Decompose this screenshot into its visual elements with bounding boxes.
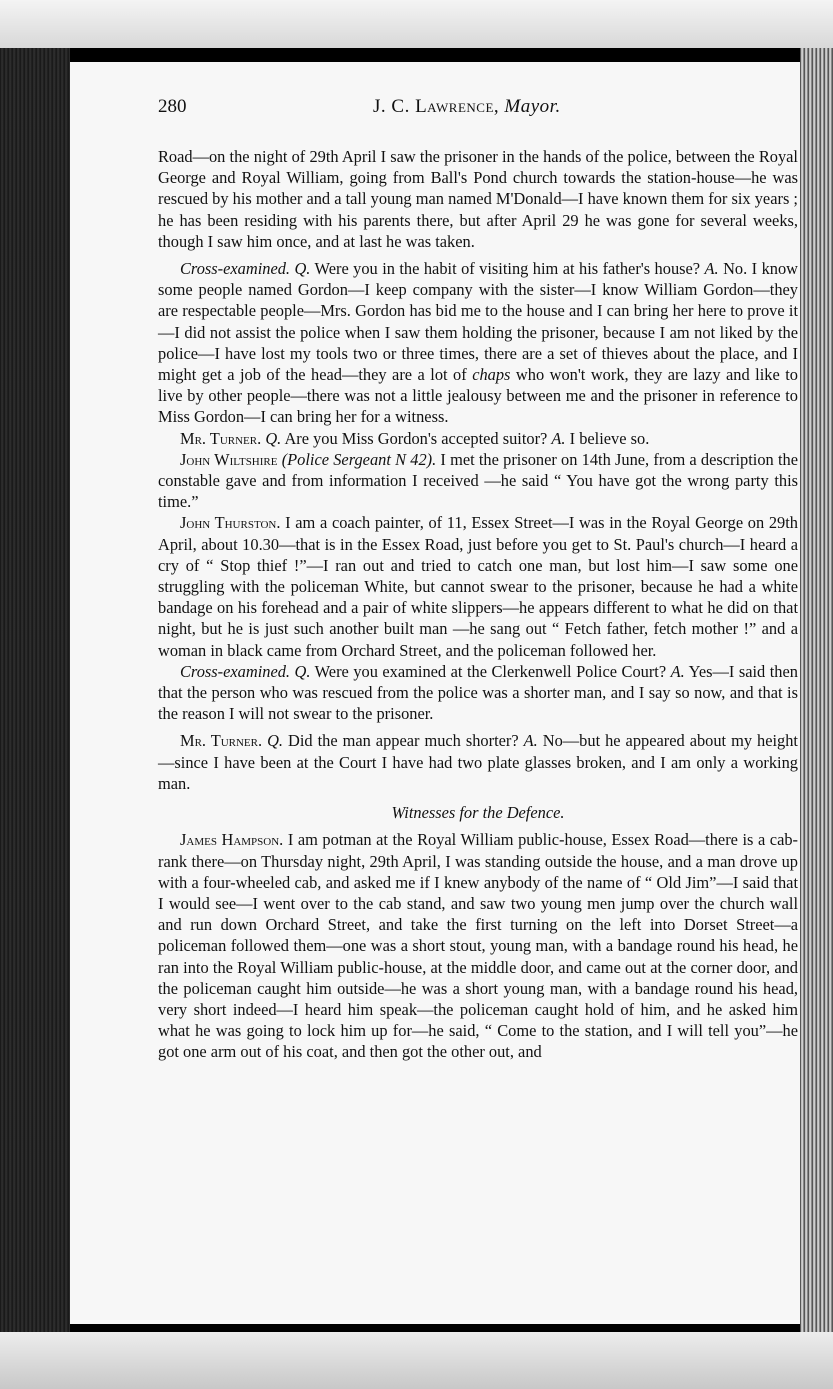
running-title-office: Mayor. bbox=[504, 96, 561, 117]
section-heading: Witnesses for the Defence. bbox=[391, 803, 565, 823]
question-marker: Q. bbox=[265, 428, 282, 448]
speaker-name: Mr. Turner. bbox=[180, 428, 262, 448]
answer-marker: A. bbox=[670, 661, 685, 681]
page-number: 280 bbox=[158, 96, 187, 117]
testimony-text: I am a coach painter, of 11, Essex Street—I was in the Royal George on 29th April, about 10.30—that is in the Essex Road, just before you get to St. Paul's church—I heard a cry of “ Stop thief !”—I ran out and tried to catch one man, but lost him—I saw some one struggling with the policeman White, but cannot swear to the prisoner, because he had a white bandage on his forehead and a pair of white slippers—he appears different to what he did on that night, but he is just such another built man —he sang out “ Fetch father, fetch mother !” and a woman in black came from Orchard Street, and the policeman followed her. bbox=[158, 513, 798, 660]
paragraph-john-thurston bbox=[158, 512, 798, 660]
answer-marker: A. bbox=[523, 731, 538, 751]
speaker-name: John Thurston. bbox=[180, 513, 281, 533]
cross-examined-label: Cross-examined. bbox=[180, 259, 291, 279]
question-marker: Q. bbox=[267, 731, 284, 751]
answer-text: No. I know some people named Gordon—I keep company with the sister—I know William Gordon—they are respectable people—Mrs. Gordon has bid me to the house and I can bring her here to prove it—I did not assist the police when I saw them holding the prisoner, because I am not liked by the police—I have lost my tools two or three times, there are a set of thieves about the place, and I might get a job of the head—they are a lot of bbox=[158, 259, 798, 385]
paragraph-cross-examination-1 bbox=[158, 258, 798, 428]
cross-examined-label: Cross-examined. bbox=[180, 661, 291, 681]
paragraph-cross-examination-2 bbox=[158, 661, 798, 725]
question-marker: Q. bbox=[294, 259, 311, 279]
book-page bbox=[70, 62, 800, 1324]
speaker-name: James Hampson. bbox=[180, 830, 284, 850]
question-marker: Q. bbox=[294, 661, 311, 681]
paragraph-john-wiltshire bbox=[158, 449, 798, 513]
running-title bbox=[373, 96, 561, 118]
testimony-text: I met the prisoner on 14th June, from a description the constable gave and from information I received —he said “ You have got the wrong party this time.” bbox=[158, 449, 798, 512]
question-text: Are you Miss Gordon's accepted suitor? bbox=[281, 428, 552, 448]
scan-bottom-margin bbox=[0, 1332, 833, 1389]
speaker-role: (Police Sergeant N 42). bbox=[281, 449, 437, 469]
paragraph-mr-turner-1 bbox=[158, 428, 798, 449]
paragraph-mr-turner-2 bbox=[158, 730, 798, 794]
scan-top-margin bbox=[0, 0, 833, 48]
testimony-text: I am potman at the Royal William public-house, Essex Road—there is a cab-rank there—on Thursday night, 29th April, I was standing outside the house, and a man drove up with a four-wheeled cab, and asked me if I knew anybody of the name of “ Old Jim”—I said that I would see—I went over to the cab stand, and saw two young men jump over the church wall and run down Orchard Street, and take the first turning on the left into Dorset Street—a policeman followed them—one was a short stout, young man, with a bandage round his head, he ran into the Royal William public-house, at the middle door, and came out at the corner door, and the policeman caught him outside—he was a short young man, with a bandage round his head, very short indeed—I heard him speak—the policeman caught hold of him, and he asked him what he was going to lock him up for—he said, “ Come to the station, and I will tell you”—he got one arm out of his coat, and then got the other out, and bbox=[158, 830, 798, 1062]
answer-marker: A. bbox=[704, 259, 719, 279]
answer-text: No—but he appeared about my height—since I have been at the Court I have had two plate glasses broken, and I am only a working man. bbox=[158, 731, 798, 793]
page-body bbox=[158, 146, 798, 1063]
question-text: Were you in the habit of visiting him at his father's house? bbox=[310, 259, 705, 279]
page-header bbox=[158, 96, 798, 124]
answer-text-end: who won't work, they are lazy and like to live by other people—there was not a little jealousy between me and the prisoner in reference to Miss Gordon—I can bring her for a witness. bbox=[158, 365, 798, 427]
paragraph-james-hampson bbox=[158, 829, 798, 1062]
book-page-edges-right bbox=[800, 48, 833, 1332]
running-title-name: J. C. Lawrence, bbox=[373, 96, 500, 117]
answer-text: I believe so. bbox=[565, 428, 650, 448]
book-page-edges-left bbox=[0, 48, 70, 1332]
question-text: Did the man appear much shorter? bbox=[283, 731, 524, 751]
question-text: Were you examined at the Clerkenwell Police Court? bbox=[310, 661, 671, 681]
paragraph-testimony-continued: Road—on the night of 29th April I saw the prisoner in the hands of the police, between the Royal George and Royal William, going from Ball's Pond church towards the station-house—he was rescued by his mother and a tall young man named M'Donald—I have known them for six years ; he has been residing with his parents there, but after April 29 he was gone for several weeks, though I saw him once, and at last he was taken. bbox=[158, 147, 798, 251]
answer-text: Yes—I said then that the person who was rescued from the police was a shorter man, and I say so now, and that is the reason I will not swear to the prisoner. bbox=[158, 661, 798, 724]
speaker-name: John Wiltshire bbox=[180, 449, 278, 469]
answer-marker: A. bbox=[551, 428, 566, 448]
speaker-name: Mr. Turner. bbox=[180, 731, 263, 751]
italic-word: chaps bbox=[472, 365, 511, 385]
